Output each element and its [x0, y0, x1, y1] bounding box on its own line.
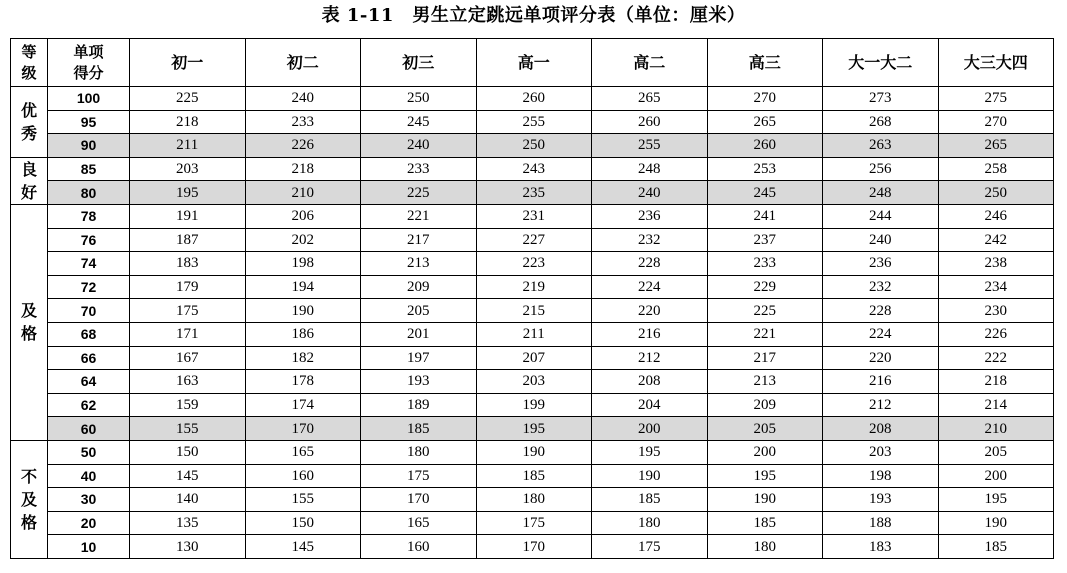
- value-cell: 219: [476, 275, 592, 299]
- table-row: [11, 228, 1054, 252]
- value-cell: 241: [707, 204, 823, 228]
- value-cell: 270: [938, 110, 1054, 134]
- table-row: [11, 157, 1054, 181]
- value-cell: 203: [823, 440, 939, 464]
- value-cell: 205: [707, 417, 823, 441]
- value-cell: 226: [938, 322, 1054, 346]
- value-cell: 190: [592, 464, 708, 488]
- value-cell: 174: [245, 393, 361, 417]
- value-cell: 195: [476, 417, 592, 441]
- score-cell: 74: [48, 252, 130, 276]
- value-cell: 183: [823, 535, 939, 559]
- value-cell: 202: [245, 228, 361, 252]
- value-cell: 242: [938, 228, 1054, 252]
- value-cell: 200: [707, 440, 823, 464]
- value-cell: 216: [592, 322, 708, 346]
- value-cell: 190: [476, 440, 592, 464]
- table-row: [11, 370, 1054, 394]
- value-cell: 212: [823, 393, 939, 417]
- column-header: 初二: [245, 39, 361, 87]
- value-cell: 225: [361, 181, 477, 205]
- value-cell: 185: [938, 535, 1054, 559]
- value-cell: 270: [707, 87, 823, 111]
- score-cell: 80: [48, 181, 130, 205]
- value-cell: 260: [476, 87, 592, 111]
- value-cell: 240: [592, 181, 708, 205]
- table-row: [11, 181, 1054, 205]
- value-cell: 220: [823, 346, 939, 370]
- value-cell: 218: [938, 370, 1054, 394]
- value-cell: 180: [707, 535, 823, 559]
- value-cell: 189: [361, 393, 477, 417]
- value-cell: 214: [938, 393, 1054, 417]
- value-cell: 175: [361, 464, 477, 488]
- value-cell: 130: [130, 535, 246, 559]
- value-cell: 182: [245, 346, 361, 370]
- value-cell: 236: [823, 252, 939, 276]
- value-cell: 213: [707, 370, 823, 394]
- grade-char: 好: [20, 182, 37, 202]
- score-table: [10, 38, 1054, 559]
- value-cell: 135: [130, 511, 246, 535]
- value-cell: 260: [592, 110, 708, 134]
- value-cell: 160: [245, 464, 361, 488]
- grade-char: 及: [20, 301, 37, 321]
- value-cell: 175: [130, 299, 246, 323]
- table-row: [11, 204, 1054, 228]
- value-cell: 263: [823, 134, 939, 158]
- value-cell: 190: [245, 299, 361, 323]
- value-cell: 204: [592, 393, 708, 417]
- value-cell: 215: [476, 299, 592, 323]
- score-cell: 20: [48, 511, 130, 535]
- score-cell: 66: [48, 346, 130, 370]
- value-cell: 200: [592, 417, 708, 441]
- value-cell: 178: [245, 370, 361, 394]
- value-cell: 185: [361, 417, 477, 441]
- value-cell: 233: [245, 110, 361, 134]
- value-cell: 236: [592, 204, 708, 228]
- value-cell: 255: [476, 110, 592, 134]
- grade-cell: [11, 87, 48, 158]
- value-cell: 165: [245, 440, 361, 464]
- value-cell: 205: [361, 299, 477, 323]
- value-cell: 265: [707, 110, 823, 134]
- value-cell: 140: [130, 488, 246, 512]
- grade-cell: [11, 204, 48, 440]
- value-cell: 235: [476, 181, 592, 205]
- score-cell: 100: [48, 87, 130, 111]
- table-row: [11, 134, 1054, 158]
- value-cell: 258: [938, 157, 1054, 181]
- value-cell: 253: [707, 157, 823, 181]
- value-cell: 228: [823, 299, 939, 323]
- value-cell: 231: [476, 204, 592, 228]
- header-row: [11, 39, 1054, 87]
- value-cell: 260: [707, 134, 823, 158]
- grade-cell: [11, 157, 48, 204]
- value-cell: 223: [476, 252, 592, 276]
- value-cell: 193: [823, 488, 939, 512]
- value-cell: 187: [130, 228, 246, 252]
- value-cell: 199: [476, 393, 592, 417]
- value-cell: 186: [245, 322, 361, 346]
- value-cell: 155: [245, 488, 361, 512]
- table-row: [11, 464, 1054, 488]
- column-header: 初三: [361, 39, 477, 87]
- value-cell: 246: [938, 204, 1054, 228]
- score-cell: 60: [48, 417, 130, 441]
- score-cell: 40: [48, 464, 130, 488]
- value-cell: 224: [592, 275, 708, 299]
- value-cell: 233: [707, 252, 823, 276]
- value-cell: 145: [245, 535, 361, 559]
- value-cell: 222: [938, 346, 1054, 370]
- value-cell: 203: [130, 157, 246, 181]
- column-header: 高三: [707, 39, 823, 87]
- header-score-line: 单项: [73, 42, 104, 61]
- value-cell: 275: [938, 87, 1054, 111]
- value-cell: 268: [823, 110, 939, 134]
- grade-char: 格: [20, 512, 37, 532]
- value-cell: 185: [476, 464, 592, 488]
- value-cell: 179: [130, 275, 246, 299]
- value-cell: 195: [707, 464, 823, 488]
- value-cell: 256: [823, 157, 939, 181]
- value-cell: 190: [707, 488, 823, 512]
- value-cell: 227: [476, 228, 592, 252]
- value-cell: 250: [361, 87, 477, 111]
- score-cell: 50: [48, 440, 130, 464]
- value-cell: 243: [476, 157, 592, 181]
- value-cell: 190: [938, 511, 1054, 535]
- value-cell: 201: [361, 322, 477, 346]
- value-cell: 150: [130, 440, 246, 464]
- value-cell: 207: [476, 346, 592, 370]
- grade-cell: [11, 440, 48, 558]
- value-cell: 273: [823, 87, 939, 111]
- value-cell: 248: [592, 157, 708, 181]
- grade-char: 良: [20, 159, 37, 179]
- value-cell: 193: [361, 370, 477, 394]
- value-cell: 200: [938, 464, 1054, 488]
- value-cell: 226: [245, 134, 361, 158]
- score-cell: 76: [48, 228, 130, 252]
- score-cell: 70: [48, 299, 130, 323]
- value-cell: 211: [130, 134, 246, 158]
- value-cell: 245: [361, 110, 477, 134]
- value-cell: 229: [707, 275, 823, 299]
- value-cell: 221: [707, 322, 823, 346]
- table-row: [11, 322, 1054, 346]
- header-score: [48, 39, 130, 87]
- value-cell: 183: [130, 252, 246, 276]
- value-cell: 250: [938, 181, 1054, 205]
- value-cell: 237: [707, 228, 823, 252]
- value-cell: 217: [707, 346, 823, 370]
- value-cell: 232: [592, 228, 708, 252]
- score-cell: 95: [48, 110, 130, 134]
- column-header: 高二: [592, 39, 708, 87]
- value-cell: 170: [361, 488, 477, 512]
- value-cell: 195: [592, 440, 708, 464]
- score-cell: 64: [48, 370, 130, 394]
- value-cell: 185: [707, 511, 823, 535]
- value-cell: 209: [707, 393, 823, 417]
- value-cell: 170: [476, 535, 592, 559]
- score-cell: 72: [48, 275, 130, 299]
- table-row: [11, 252, 1054, 276]
- value-cell: 185: [592, 488, 708, 512]
- score-cell: 10: [48, 535, 130, 559]
- value-cell: 225: [707, 299, 823, 323]
- value-cell: 217: [361, 228, 477, 252]
- score-cell: 68: [48, 322, 130, 346]
- value-cell: 228: [592, 252, 708, 276]
- value-cell: 230: [938, 299, 1054, 323]
- table-row: [11, 417, 1054, 441]
- value-cell: 208: [592, 370, 708, 394]
- value-cell: 171: [130, 322, 246, 346]
- value-cell: 197: [361, 346, 477, 370]
- table-row: [11, 275, 1054, 299]
- table-row: [11, 488, 1054, 512]
- value-cell: 265: [938, 134, 1054, 158]
- value-cell: 211: [476, 322, 592, 346]
- value-cell: 206: [245, 204, 361, 228]
- table-row: [11, 110, 1054, 134]
- table-row: [11, 346, 1054, 370]
- header-score-line: 得分: [73, 63, 104, 82]
- value-cell: 220: [592, 299, 708, 323]
- value-cell: 159: [130, 393, 246, 417]
- value-cell: 210: [245, 181, 361, 205]
- value-cell: 221: [361, 204, 477, 228]
- value-cell: 212: [592, 346, 708, 370]
- value-cell: 240: [245, 87, 361, 111]
- value-cell: 195: [938, 488, 1054, 512]
- value-cell: 210: [938, 417, 1054, 441]
- column-header: 大一大二: [823, 39, 939, 87]
- table-row: [11, 393, 1054, 417]
- value-cell: 198: [823, 464, 939, 488]
- value-cell: 233: [361, 157, 477, 181]
- value-cell: 160: [361, 535, 477, 559]
- value-cell: 224: [823, 322, 939, 346]
- value-cell: 175: [592, 535, 708, 559]
- column-header: 大三大四: [938, 39, 1054, 87]
- value-cell: 165: [361, 511, 477, 535]
- table-row: [11, 535, 1054, 559]
- value-cell: 248: [823, 181, 939, 205]
- value-cell: 180: [361, 440, 477, 464]
- value-cell: 195: [130, 181, 246, 205]
- table-row: [11, 440, 1054, 464]
- score-cell: 30: [48, 488, 130, 512]
- grade-char: 格: [20, 324, 37, 344]
- grade-char: 及: [20, 489, 37, 509]
- header-grade-line: 级: [21, 63, 37, 82]
- value-cell: 209: [361, 275, 477, 299]
- grade-char: 秀: [20, 123, 37, 143]
- value-cell: 255: [592, 134, 708, 158]
- header-grade-line: 等: [21, 42, 37, 61]
- score-cell: 62: [48, 393, 130, 417]
- grade-char: 优: [20, 100, 37, 120]
- value-cell: 155: [130, 417, 246, 441]
- header-grade: [11, 39, 48, 87]
- value-cell: 250: [476, 134, 592, 158]
- column-header: 初一: [130, 39, 246, 87]
- value-cell: 175: [476, 511, 592, 535]
- value-cell: 188: [823, 511, 939, 535]
- value-cell: 205: [938, 440, 1054, 464]
- table-body: [11, 87, 1054, 559]
- value-cell: 244: [823, 204, 939, 228]
- value-cell: 245: [707, 181, 823, 205]
- grade-char: 不: [20, 466, 37, 486]
- value-cell: 150: [245, 511, 361, 535]
- value-cell: 234: [938, 275, 1054, 299]
- table-row: [11, 299, 1054, 323]
- score-cell: 78: [48, 204, 130, 228]
- column-header: 高一: [476, 39, 592, 87]
- value-cell: 180: [592, 511, 708, 535]
- score-cell: 90: [48, 134, 130, 158]
- table-row: [11, 87, 1054, 111]
- value-cell: 167: [130, 346, 246, 370]
- value-cell: 208: [823, 417, 939, 441]
- value-cell: 198: [245, 252, 361, 276]
- value-cell: 218: [245, 157, 361, 181]
- value-cell: 216: [823, 370, 939, 394]
- value-cell: 238: [938, 252, 1054, 276]
- value-cell: 191: [130, 204, 246, 228]
- value-cell: 265: [592, 87, 708, 111]
- value-cell: 218: [130, 110, 246, 134]
- value-cell: 225: [130, 87, 246, 111]
- table-title: 表 1-11 男生立定跳远单项评分表（单位：厘米）: [321, 5, 746, 26]
- value-cell: 213: [361, 252, 477, 276]
- score-cell: 85: [48, 157, 130, 181]
- value-cell: 145: [130, 464, 246, 488]
- table-row: [11, 511, 1054, 535]
- value-cell: 203: [476, 370, 592, 394]
- value-cell: 194: [245, 275, 361, 299]
- value-cell: 170: [245, 417, 361, 441]
- value-cell: 240: [361, 134, 477, 158]
- value-cell: 232: [823, 275, 939, 299]
- value-cell: 240: [823, 228, 939, 252]
- value-cell: 163: [130, 370, 246, 394]
- value-cell: 180: [476, 488, 592, 512]
